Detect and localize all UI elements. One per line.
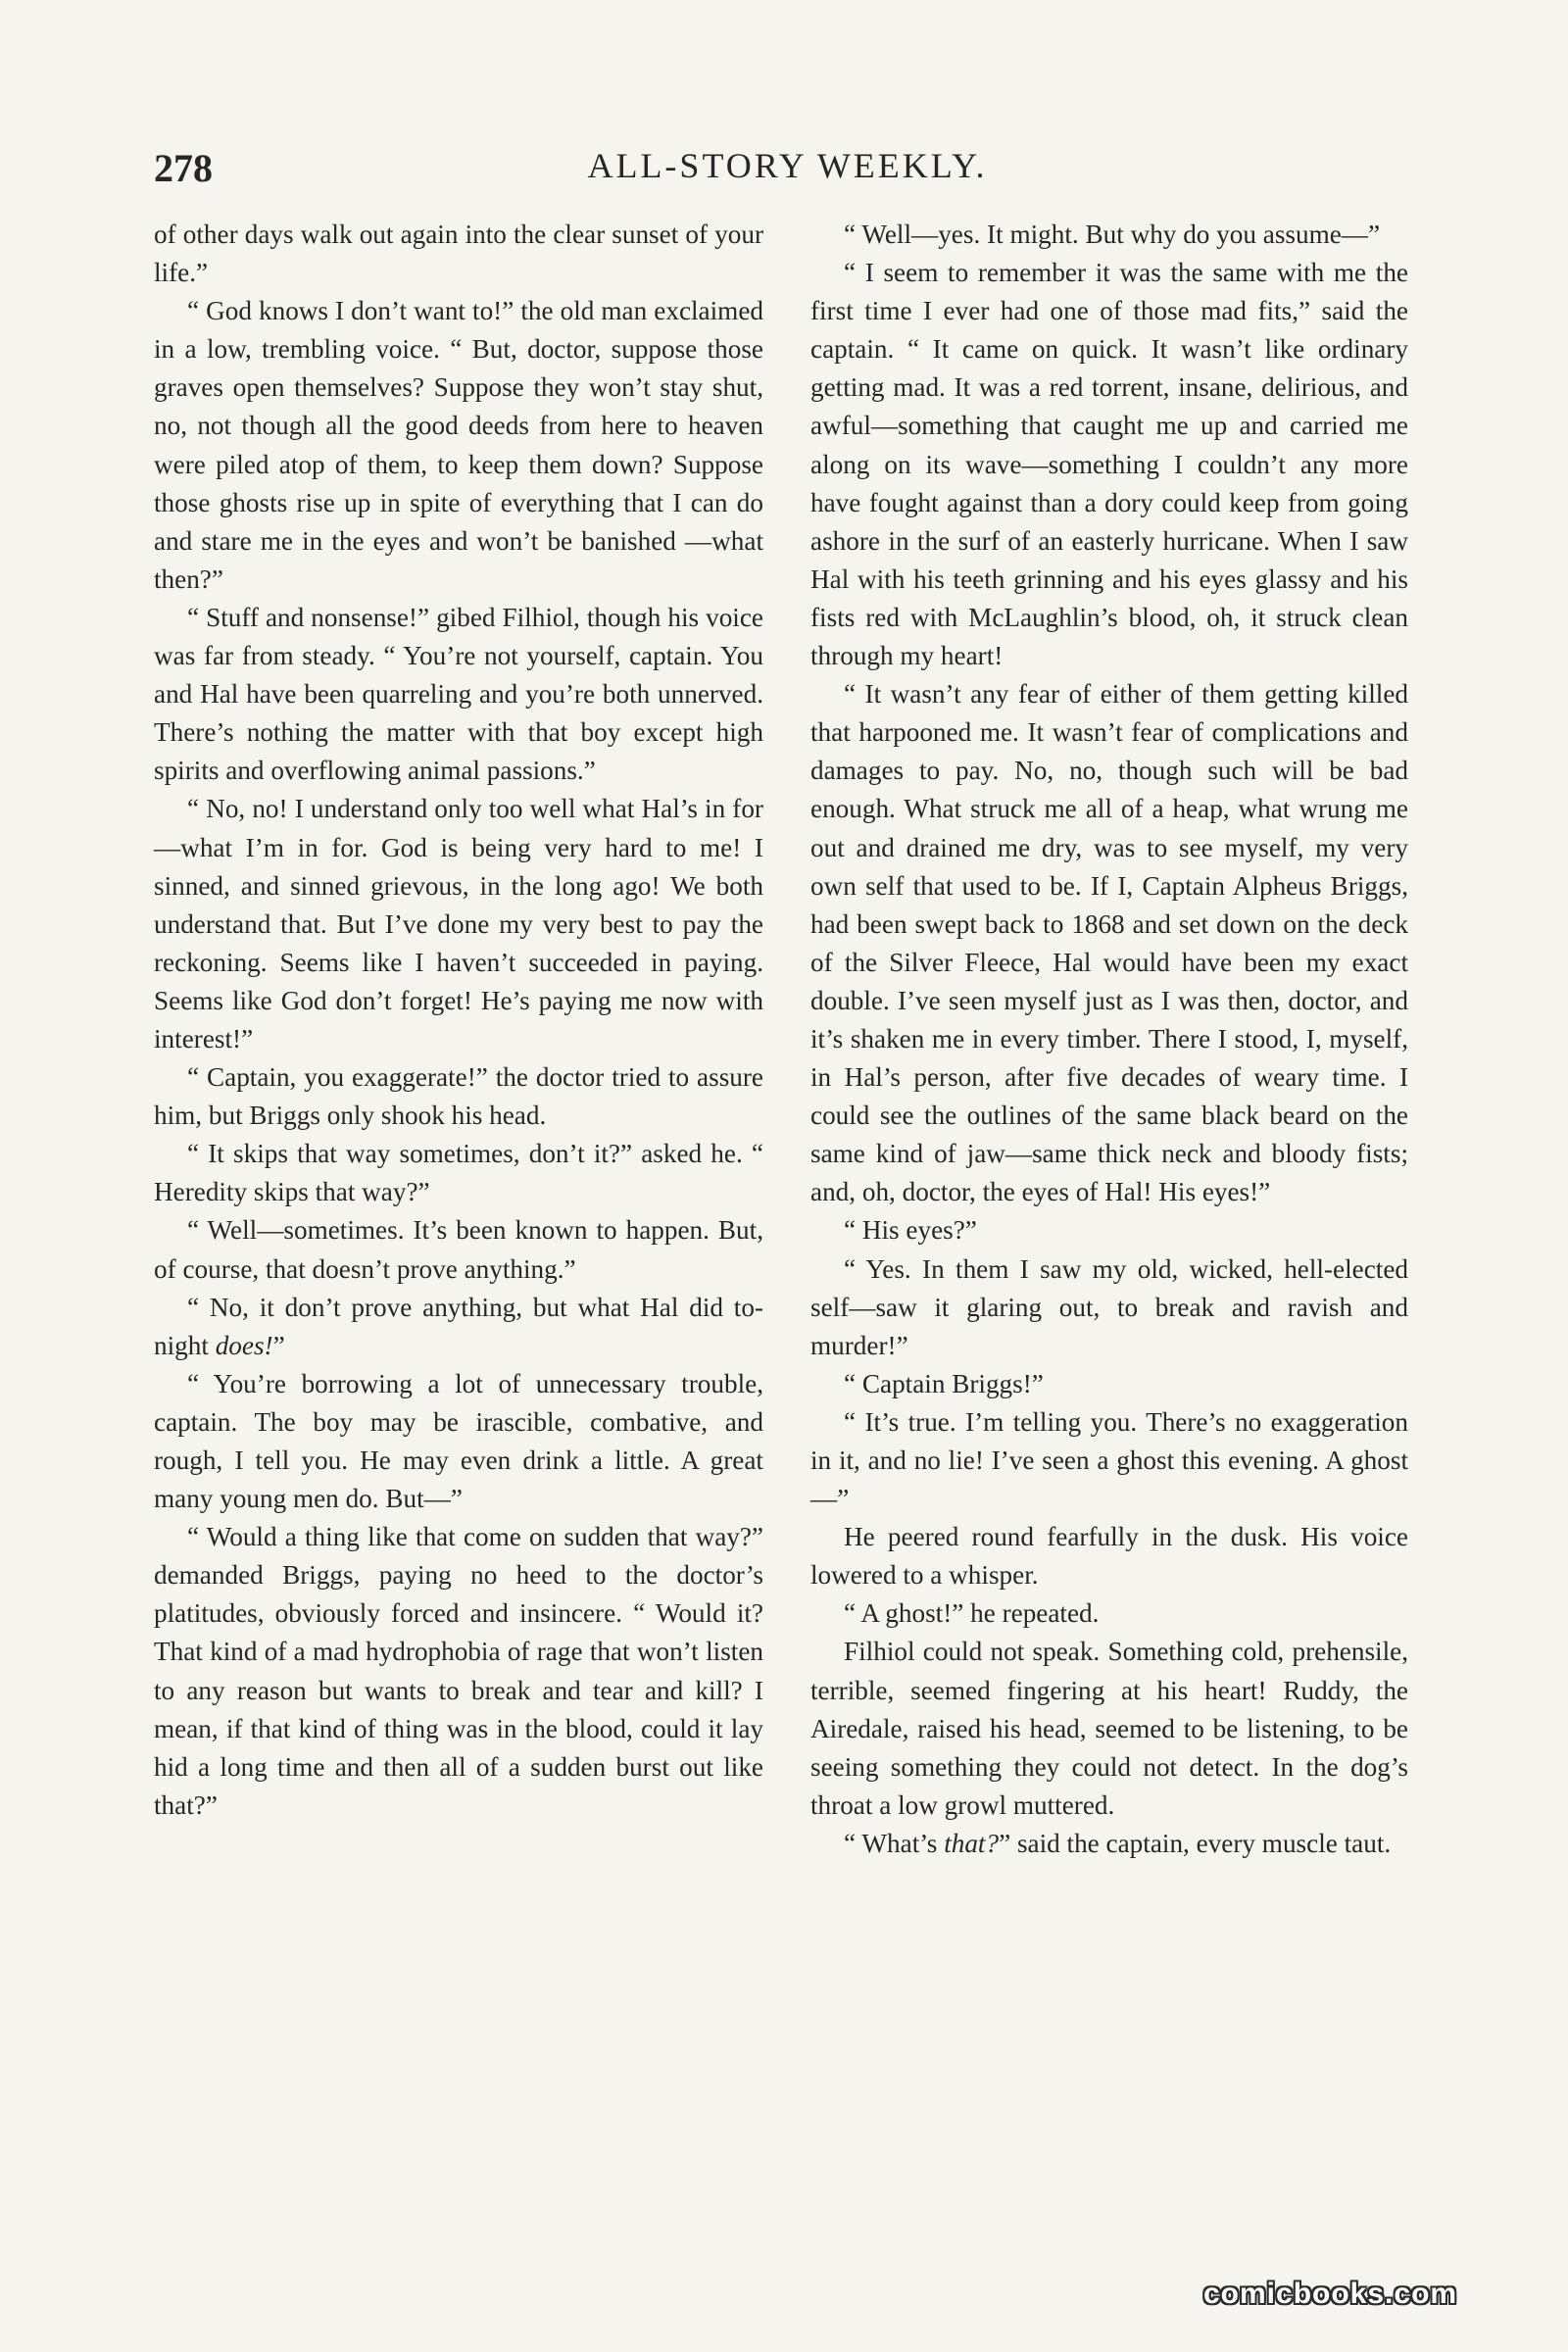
page-number: 278 bbox=[154, 146, 213, 190]
paragraph: “ It’s true. I’m telling you. There’s no exaggeration in it, and no lie! I’ve seen a ghost this evening. A ghost—” bbox=[810, 1406, 1408, 1514]
paragraph: “ Yes. In them I saw my old, wicked, hell-elected self—saw it glaring out, to break and ravish and murder!” bbox=[810, 1253, 1408, 1360]
paragraph: “ Stuff and nonsense!” gibed Filhiol, though his voice was far from steady. “ You’re not yourself, captain. You and Hal have been quarreling and you’re both unnerved. There’s nothing the matter with that boy except high spirits and overflowing animal passions.” bbox=[154, 602, 763, 786]
paragraph: “ It wasn’t any fear of either of them getting killed that harpooned me. It wasn’t fear of complications and damages to pay. No, no, though such will be bad enough. What struck me all of a heap, what wrung me out and drained me dry, was to see myself, my very own self that used to be. If I, Captain Alpheus Briggs, had been swept back to 1868 and set down on the deck of the Silver Fleece, Hal would have been my exact double. I’ve seen myself just as I was then, doctor, and it’s shaken me in every timber. There I stood, I, myself, in Hal’s person, after five decades of weary time. I could see the outlines of the same black beard on the same kind of jaw—same thick neck and bloody fists; and, oh, doctor, the eyes of Hal! His eyes!” bbox=[810, 679, 1408, 1207]
italic-text: does! bbox=[215, 1330, 273, 1360]
paragraph: “ You’re borrowing a lot of unnecessary trouble, captain. The boy may be irascible, combative, and rough, I tell you. He may even drink a little. A great many young men do. But—” bbox=[154, 1368, 763, 1514]
paragraph: “ I seem to remember it was the same with me the first time I ever had one of those mad fits,” said the captain. “ It came on quick. It wasn’t like ordinary getting mad. It was a red torrent, insane, delirious, and awful—something that caught me up and carried me along on its wave—something I couldn’t any more have fought against than a dory could keep from going ashore in the surf of an easterly hurricane. When I saw Hal with his teeth grinning and his eyes glassy and his fists red with McLaughlin’s blood, oh, it struck clean through my heart! bbox=[810, 258, 1408, 671]
paragraph: Filhiol could not speak. Something cold, prehensile, terrible, seemed fingering at his heart! Ruddy, the Airedale, raised his head, seemed to be listening, to be seeing something they could not detect. In the dog’s throat a low growl muttered. bbox=[810, 1637, 1408, 1820]
paragraph: “ Would a thing like that come on sudden that way?” demanded Briggs, paying no heed to the doctor’s platitudes, obviously forced and insincere. “ Would it? That kind of a mad hydrophobia of rage that won’t listen to any reason but wants to break and tear and kill? I mean, if that kind of thing was in the blood, could it lay hid a long time and then all of a sudden burst out like that?” bbox=[154, 1522, 763, 1820]
right-column bbox=[810, 216, 1408, 1863]
watermark-logo: comicbooks.com bbox=[1203, 2278, 1458, 2310]
paragraph: of other days walk out again into the clear sunset of your life.” bbox=[154, 220, 763, 288]
text-run: “ No, it don’t prove anything, but what Hal did to-night bbox=[154, 1292, 763, 1360]
paragraph: “ Captain Briggs!” bbox=[844, 1368, 1044, 1398]
text-run: ” said the captain, every muscle taut. bbox=[999, 1828, 1392, 1858]
italic-text: that? bbox=[944, 1828, 1000, 1858]
paragraph: “ Captain, you exaggerate!” the doctor tried to assure him, but Briggs only shook his head. bbox=[154, 1062, 763, 1131]
text-run: “ What’s bbox=[844, 1828, 938, 1858]
paragraph: “ His eyes?” bbox=[844, 1215, 977, 1246]
running-title: ALL-STORY WEEKLY. bbox=[587, 146, 988, 185]
paragraph: He peered round fearfully in the dusk. His voice lowered to a whisper. bbox=[810, 1522, 1408, 1591]
paragraph: “ Well—yes. It might. But why do you assume—” bbox=[844, 220, 1381, 249]
paragraph bbox=[810, 1825, 1408, 1863]
left-column bbox=[154, 216, 763, 1825]
paragraph: “ A ghost!” he repeated. bbox=[844, 1598, 1100, 1629]
paragraph: “ It skips that way sometimes, don’t it?” asked he. “ Heredity skips that way?” bbox=[154, 1139, 763, 1207]
paragraph: “ No, no! I understand only too well what Hal’s in for—what I’m in for. God is being very hard to me! I sinned, and sinned grievous, in the long ago! We both understand that. But I’ve done my very best to pay the reckoning. Seems like I haven’t succeeded in paying. Seems like God don’t forget! He’s paying me now with interest!” bbox=[154, 794, 763, 1054]
page-header bbox=[154, 145, 1421, 192]
paragraph: “ Well—sometimes. It’s been known to happen. But, of course, that doesn’t prove anything.” bbox=[154, 1215, 763, 1284]
paragraph: “ No, it don’t prove anything, but what Hal did to-night does!” bbox=[154, 1292, 763, 1360]
paragraph: “ God knows I don’t want to!” the old man exclaimed in a low, trembling voice. “ But, doctor, suppose those graves open themselves? Suppose they won’t stay shut, no, not though all the good deeds from here to heaven were piled atop of them, to keep them down? Suppose those ghosts rise up in spite of everything that I can do and stare me in the eyes and won’t be banished —what then?” bbox=[154, 296, 763, 594]
